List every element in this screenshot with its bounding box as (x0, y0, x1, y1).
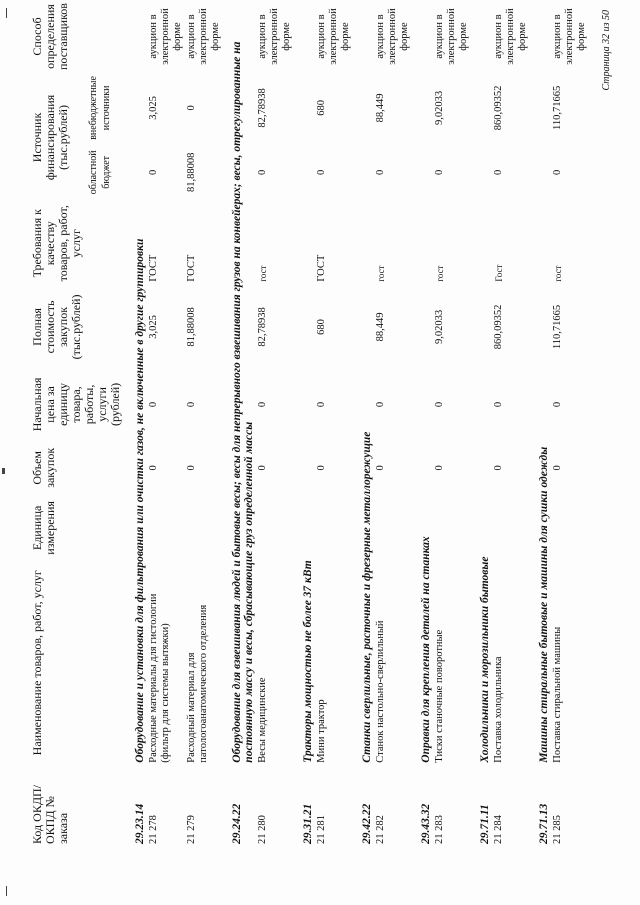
order-number: 21 278 (148, 815, 159, 844)
item-price: 0 (493, 401, 504, 408)
header-volume: Объем закупок (30, 447, 57, 488)
item-volume: 0 (186, 465, 197, 471)
table-row (374, 0, 412, 847)
item-requirements: гост (435, 265, 445, 282)
group-code: 29.24.22 (231, 803, 243, 844)
item-price: 0 (186, 401, 197, 408)
header-price: Начальная цена за единицу товара, работы, услуги (рублей) (30, 377, 122, 432)
item-fin-external: 9,02033 (434, 90, 445, 125)
page-number: Страница 32 из 50 (601, 10, 612, 91)
item-fin-regional: 0 (257, 169, 268, 175)
order-number: 21 285 (552, 815, 563, 844)
item-name: Расходные материалы для гистологии (фильтр для системы вытяжки) (148, 593, 171, 763)
item-method: аукцион в электронной форме (186, 8, 221, 65)
item-fin-regional: 0 (316, 169, 327, 175)
item-requirements: гост (258, 265, 268, 282)
group-code: 29.43.32 (420, 803, 432, 844)
item-fin-regional: 0 (148, 169, 159, 175)
item-price: 0 (552, 401, 563, 408)
item-full-cost: 3,025 (148, 315, 159, 339)
header-code: Код ОКДП/ ОКПД № заказа (30, 784, 70, 844)
item-name: Расходный материал для патологоанатомического отделения (186, 604, 209, 763)
table-row (256, 0, 294, 847)
item-name: Поставка стиральной машины (552, 626, 563, 763)
group-row (223, 0, 256, 847)
item-volume: 0 (434, 465, 445, 471)
item-requirements: ГОСТ (316, 254, 327, 282)
item-fin-external: 860,09352 (493, 85, 504, 131)
table-row (551, 0, 589, 847)
header-requirements: Требования к качеству товаров, работ, услуг (30, 205, 83, 282)
item-method: аукцион в электронной форме (375, 8, 410, 65)
item-full-cost: 110,71665 (552, 304, 563, 350)
item-unit (492, 496, 530, 560)
group-code: 29.23.14 (134, 803, 146, 844)
item-fin-external: 0 (186, 105, 197, 111)
table-row (147, 0, 185, 847)
header-fin-external: внебюджетные источники (88, 76, 113, 140)
item-unit (185, 496, 223, 560)
header-fin-regional: областной бюджет (88, 150, 113, 195)
item-fin-regional: 0 (552, 169, 563, 175)
table-row (433, 0, 471, 847)
item-volume: 0 (493, 465, 504, 471)
item-volume: 0 (552, 465, 563, 471)
item-fin-regional: 0 (375, 169, 386, 175)
order-number: 21 283 (434, 815, 445, 844)
item-volume: 0 (316, 465, 327, 471)
item-fin-external: 88,449 (375, 93, 386, 123)
group-row (412, 0, 433, 847)
item-volume: 0 (257, 465, 268, 471)
item-unit (551, 496, 589, 560)
group-row (471, 0, 492, 847)
table-row (315, 0, 353, 847)
table-row (492, 0, 530, 847)
item-method: аукцион в электронной форме (148, 8, 183, 65)
procurement-table (30, 0, 589, 847)
group-row (353, 0, 374, 847)
item-fin-regional: 0 (493, 169, 504, 175)
order-number: 21 280 (257, 815, 268, 844)
item-price: 0 (148, 401, 159, 408)
group-title: Оборудование и установки для фильтрования или очистки газов, не включенные в другие группировки (134, 238, 146, 763)
item-fin-external: 110,71665 (552, 85, 563, 131)
item-method: аукцион в электронной форме (552, 8, 587, 65)
order-number: 21 282 (375, 815, 386, 844)
order-number: 21 279 (186, 815, 197, 844)
group-row (126, 0, 147, 847)
item-method: аукцион в электронной форме (434, 8, 469, 65)
group-row (530, 0, 551, 847)
order-number: 21 281 (316, 815, 327, 844)
item-full-cost: 9,02033 (434, 309, 445, 345)
item-fin-regional: 81,88008 (186, 152, 197, 193)
group-code: 29.31.21 (302, 803, 314, 844)
item-name: Мини трактор (316, 699, 327, 763)
order-number: 21 284 (493, 815, 504, 844)
item-full-cost: 81,88008 (186, 307, 197, 347)
item-unit (374, 496, 412, 560)
group-title: Машины стиральные бытовые и машины для сушки одежды (538, 446, 550, 763)
item-method: аукцион в электронной форме (257, 8, 292, 65)
group-row (294, 0, 315, 847)
group-code: 29.71.11 (479, 804, 491, 844)
group-title: Станки сверлильные, расточные и фрезерные металлорежущие (361, 431, 373, 763)
item-requirements: гост (553, 265, 563, 282)
group-title: Холодильники и морозильники бытовые (479, 556, 491, 763)
group-title: Оправки для крепления деталей на станках (420, 536, 432, 763)
item-requirements: ГОСТ (186, 254, 197, 282)
item-name: Поставка холодильника (493, 656, 504, 763)
header-unit: Единица измерения (30, 501, 57, 555)
group-code: 29.71.13 (538, 803, 550, 844)
item-name: Весы медицинские (257, 677, 268, 763)
group-title: Оборудование для взвешивания людей и бытовые весы; весы для непрерывного взвешивания грузов на конвейерах; весы, отрегулированные на постоянную массу и весы, сбрасывающие груз определенной массы (231, 41, 255, 763)
item-requirements: Гост (494, 264, 504, 282)
header-full-cost: Полная стоимость закупок (тыс.рублей) (30, 294, 83, 360)
item-volume: 0 (375, 465, 386, 471)
item-price: 0 (375, 401, 386, 408)
group-code: 29.42.22 (361, 803, 373, 844)
item-unit (256, 496, 294, 560)
header-row (30, 0, 86, 847)
item-requirements: гост (376, 265, 386, 282)
header-name: Наименование товаров, работ, услуг (30, 570, 44, 756)
header-financing: Источник финансирования (тыс.рублей) (30, 94, 70, 181)
item-price: 0 (257, 401, 268, 408)
item-unit (433, 496, 471, 560)
item-unit (147, 496, 185, 560)
item-fin-regional: 0 (434, 169, 445, 175)
item-full-cost: 860,09352 (493, 304, 504, 350)
item-method: аукцион в электронной форме (316, 8, 351, 65)
item-price: 0 (434, 401, 445, 408)
item-requirements: ГОСТ (148, 254, 159, 282)
item-name: Тиски станочные поворотные (434, 629, 445, 763)
item-full-cost: 88,449 (375, 312, 386, 342)
item-fin-external: 680 (316, 100, 327, 116)
item-full-cost: 82,78938 (257, 307, 268, 347)
item-fin-external: 3,025 (148, 96, 159, 120)
item-volume: 0 (148, 465, 159, 471)
table-row (185, 0, 223, 847)
group-title: Тракторы мощностью не более 37 кВт (302, 560, 314, 763)
item-full-cost: 680 (316, 319, 327, 335)
item-unit (315, 496, 353, 560)
item-method: аукцион в электронной форме (493, 8, 528, 65)
item-price: 0 (316, 401, 327, 408)
header-method: Способ определения поставщиков (30, 3, 70, 71)
item-name: Станок настольно-сверлильный (375, 620, 386, 763)
item-fin-external: 82,78938 (257, 88, 268, 128)
